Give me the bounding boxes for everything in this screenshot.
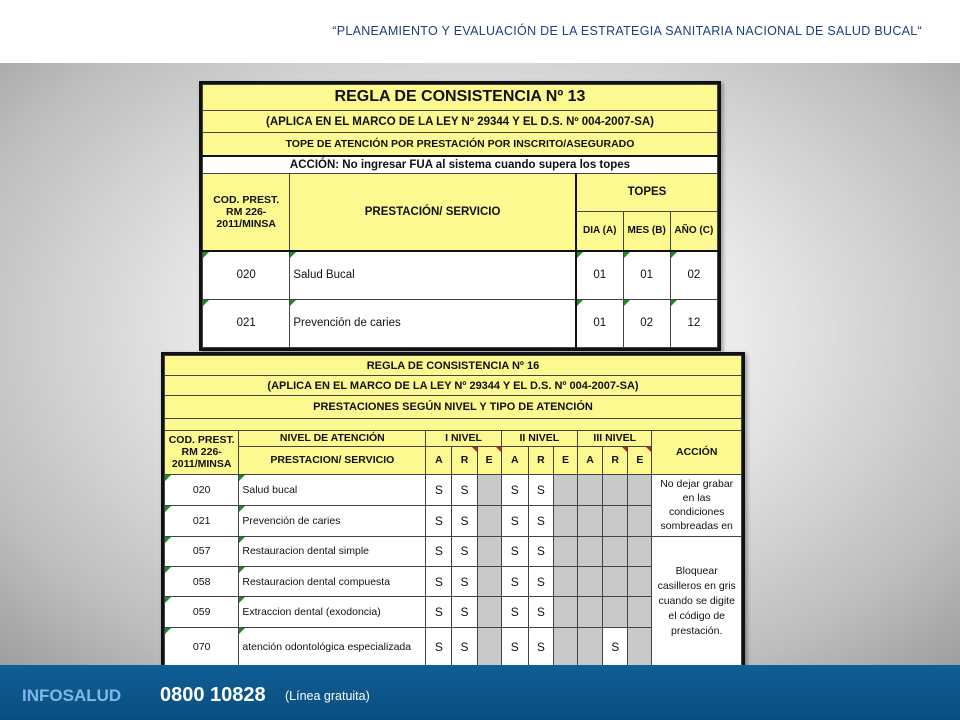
rule-13-title: REGLA DE CONSISTENCIA Nº 13 [203,85,718,111]
cell-ii-a: S [501,627,528,666]
rule-13-table-panel [199,81,721,351]
rule-16-col-nivel: NIVEL DE ATENCIÓN [239,430,426,446]
footer-brand: INFOSALUD [22,686,122,705]
cell-ii-e [553,506,577,536]
row-anio: 12 [670,299,717,348]
rule-13-col-service: PRESTACIÓN/ SERVICIO [290,173,576,250]
cell-i-r: S [452,536,477,566]
cell-ii-e [553,566,577,596]
rule-16-action-2: Bloquear casilleros en gris cuando se digite el código de prestación. [652,536,742,666]
cell-iii-r [603,597,628,627]
cell-i-e [477,506,501,536]
cell-i-r: S [452,627,477,666]
cell-ii-e [553,597,577,627]
sub-e: E [628,446,652,474]
cell-iii-a [578,627,603,666]
row-code: 021 [203,299,290,348]
cell-iii-r [603,506,628,536]
row-service: Restauracion dental simple [239,536,426,566]
footer-note: (Línea gratuita) [285,689,370,703]
row-service: Restauracion dental compuesta [239,566,426,596]
table-row [165,475,742,506]
rule-16-col-service: PRESTACION/ SERVICIO [239,446,426,474]
cell-iii-e [628,597,652,627]
cell-ii-r: S [528,475,553,506]
row-code: 020 [203,251,290,299]
slide-footer [0,665,960,720]
cell-ii-e [553,536,577,566]
cell-i-a: S [426,566,452,596]
rule-16-nivel-1: I NIVEL [426,430,501,446]
cell-iii-e [628,627,652,666]
cell-ii-r: S [528,597,553,627]
cell-i-e [477,536,501,566]
cell-iii-r [603,566,628,596]
rule-16-action-1: No dejar grabar en las condiciones sombreadas en [652,475,742,537]
cell-iii-e [628,566,652,596]
sub-e: E [553,446,577,474]
cell-iii-a [578,475,603,506]
cell-iii-a [578,536,603,566]
row-mes: 01 [623,251,670,299]
cell-i-e [477,597,501,627]
cell-ii-a: S [501,597,528,627]
rule-16-table-panel [161,352,745,670]
row-anio: 02 [670,251,717,299]
rule-13-col-code: COD. PREST. RM 226-2011/MINSA [203,173,290,250]
sub-a: A [501,446,528,474]
row-mes: 02 [623,299,670,348]
table-row [165,536,742,566]
cell-i-r: S [452,597,477,627]
cell-ii-a: S [501,475,528,506]
cell-ii-r: S [528,506,553,536]
cell-iii-a [578,506,603,536]
cell-iii-r [603,475,628,506]
rule-16-nivel-2: II NIVEL [501,430,577,446]
row-dia: 01 [576,251,623,299]
cell-iii-a [578,597,603,627]
row-code: 058 [165,566,239,596]
sub-r: R [452,446,477,474]
row-code: 070 [165,627,239,666]
cell-iii-e [628,536,652,566]
rule-16-subtitle2: PRESTACIONES SEGÚN NIVEL Y TIPO DE ATENCIÓN [165,396,742,418]
cell-ii-r: S [528,536,553,566]
row-service: Prevención de caries [290,299,576,348]
rule-16-subtitle: (APLICA EN EL MARCO DE LA LEY Nº 29344 Y EL D.S. Nº 004-2007-SA) [165,376,742,396]
cell-ii-e [553,475,577,506]
cell-iii-e [628,475,652,506]
row-service: Extraccion dental (exodoncia) [239,597,426,627]
sub-a: A [426,446,452,474]
cell-iii-a [578,566,603,596]
cell-ii-e [553,627,577,666]
rule-16-spacer [165,418,742,430]
row-code: 021 [165,506,239,536]
cell-iii-r [603,536,628,566]
cell-i-r: S [452,475,477,506]
sub-a: A [578,446,603,474]
cell-ii-r: S [528,627,553,666]
table-row [203,299,718,348]
cell-i-a: S [426,536,452,566]
row-code: 059 [165,597,239,627]
cell-iii-r: S [603,627,628,666]
rule-13-col-topes: TOPES [576,173,718,211]
sub-r: R [528,446,553,474]
rule-16-table [164,355,742,667]
row-code: 057 [165,536,239,566]
cell-i-e [477,566,501,596]
row-dia: 01 [576,299,623,348]
row-service: Salud Bucal [290,251,576,299]
header-title: “PLANEAMIENTO Y EVALUACIÓN DE LA ESTRATEGIA SANITARIA NACIONAL DE SALUD BUCAL“ [332,24,922,38]
cell-ii-a: S [501,536,528,566]
cell-i-e [477,627,501,666]
cell-i-r: S [452,506,477,536]
rule-16-col-code: COD. PREST. RM 226-2011/MINSA [165,430,239,474]
cell-ii-r: S [528,566,553,596]
cell-ii-a: S [501,506,528,536]
cell-i-e [477,475,501,506]
cell-ii-a: S [501,566,528,596]
rule-13-subtitle2: TOPE DE ATENCIÓN POR PRESTACIÓN POR INSCRITO/ASEGURADO [203,133,718,156]
slide-header [0,0,960,63]
row-service: Prevención de caries [239,506,426,536]
rule-13-col-anio: AÑO (C) [670,211,717,250]
cell-i-r: S [452,566,477,596]
rule-13-table [202,84,718,348]
rule-16-col-accion: ACCIÓN [652,430,742,474]
rule-13-action: ACCIÓN: No ingresar FUA al sistema cuando supera los topes [203,156,718,174]
footer-phone: 0800 10828 [160,684,266,706]
cell-i-a: S [426,506,452,536]
row-code: 020 [165,475,239,506]
rule-16-nivel-3: III NIVEL [578,430,652,446]
cell-iii-e [628,506,652,536]
rule-13-col-mes: MES (B) [623,211,670,250]
cell-i-a: S [426,627,452,666]
cell-i-a: S [426,597,452,627]
sub-e: E [477,446,501,474]
sub-r: R [603,446,628,474]
table-row [203,251,718,299]
row-service: Salud bucal [239,475,426,506]
rule-13-col-dia: DIA (A) [576,211,623,250]
rule-13-subtitle: (APLICA EN EL MARCO DE LA LEY Nº 29344 Y EL D.S. Nº 004-2007-SA) [203,110,718,133]
row-service: atención odontológica especializada [239,627,426,666]
cell-i-a: S [426,475,452,506]
rule-16-title: REGLA DE CONSISTENCIA Nº 16 [165,356,742,376]
